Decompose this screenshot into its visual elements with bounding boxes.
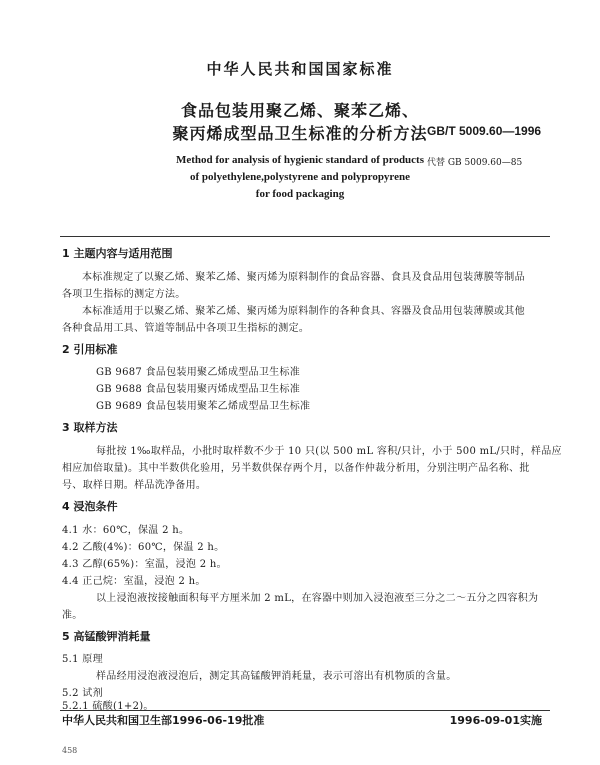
section-1-p2-line1: 本标准适用于以聚乙烯、聚苯乙烯、聚丙烯为原料制作的各种食具、容器及食品用包装薄膜或其他 [82, 306, 525, 317]
effective-date: 1996-09-01实施 [449, 714, 542, 727]
section-4-note-line2: 准。 [62, 610, 83, 621]
section-3-line3: 号、取样日期。样品洗净备用。 [62, 480, 207, 491]
section-1-heading: 1 主题内容与适用范围 [62, 247, 173, 260]
title-en-line1: Method for analysis of hygienic standard of products [175, 154, 425, 166]
title-cn-line1: 食品包装用聚乙烯、聚苯乙烯、 [180, 101, 419, 120]
section-5-heading: 5 高锰酸钾消耗量 [62, 630, 151, 643]
section-3-line2: 相应加倍取量)。其中半数供化验用，另半数供保存两个月，以备作仲裁分析用，分别注明产品名称、批 [62, 463, 530, 474]
section-3-line1: 每批按 1‰取样品，小批时取样数不少于 10 只(以 500 mL 容积/只计，小于 500 mL/只时，样品应 [96, 446, 562, 457]
section-5-2-heading: 5.2 试剂 [62, 688, 103, 699]
standard-number: GB/T 5009.60—1996 [427, 124, 542, 138]
title-en-line2: of polyethylene,polystyrene and polypropyrene [189, 171, 411, 183]
soak-condition-item: 4.2 乙酸(4%)：60℃，保温 2 h。 [62, 542, 225, 553]
footer-divider [60, 710, 550, 711]
national-standard-label: 中华人民共和国国家标准 [206, 60, 394, 78]
reference-item: GB 9688 食品包装用聚丙烯成型品卫生标准 [96, 384, 301, 395]
section-3-heading: 3 取样方法 [62, 421, 118, 434]
reference-item: GB 9689 食品包装用聚苯乙烯成型品卫生标准 [96, 401, 311, 412]
approval-date: 中华人民共和国卫生部1996-06-19批准 [62, 714, 265, 727]
section-4-note-line1: 以上浸泡液按接触面积每平方厘米加 2 mL，在容器中则加入浸泡液至三分之二～五分之四容积为 [96, 593, 539, 604]
section-4-heading: 4 浸泡条件 [62, 500, 118, 513]
section-1-p1-line2: 各项卫生指标的测定方法。 [62, 289, 186, 300]
soak-condition-item: 4.4 正己烷：室温，浸泡 2 h。 [62, 576, 206, 587]
section-5-1-heading: 5.1 原理 [62, 654, 103, 665]
header-divider [60, 236, 550, 237]
section-1-p2-line2: 各种食品用工具、管道等制品中各项卫生指标的测定。 [62, 323, 310, 334]
title-en-line3: for food packaging [255, 188, 345, 200]
soak-condition-item: 4.1 水：60℃，保温 2 h。 [62, 525, 190, 536]
section-5-1-text: 样品经用浸泡液浸泡后，测定其高锰酸钾消耗量，表示可溶出有机物质的含量。 [96, 671, 457, 682]
reference-item: GB 9687 食品包装用聚乙烯成型品卫生标准 [96, 367, 301, 378]
section-5-2-1-item: 5.2.1 硫酸(1+2)。 [62, 701, 154, 712]
title-cn-line2: 聚丙烯成型品卫生标准的分析方法 [172, 124, 428, 143]
replaces-standard: 代替 GB 5009.60—85 [427, 158, 523, 168]
soak-condition-item: 4.3 乙醇(65%)：室温，浸泡 2 h。 [62, 559, 227, 570]
section-1-p1-line1: 本标准规定了以聚乙烯、聚苯乙烯、聚丙烯为原料制作的食品容器、食具及食品用包装薄膜等制品 [82, 272, 525, 283]
section-2-heading: 2 引用标准 [62, 343, 118, 356]
page-number: 458 [62, 746, 78, 755]
